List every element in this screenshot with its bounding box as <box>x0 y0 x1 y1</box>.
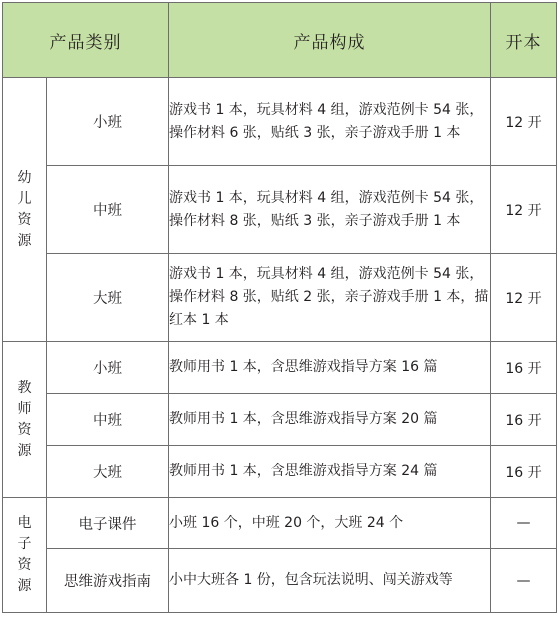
composition-cell: 游戏书 1 本，玩具材料 4 组，游戏范例卡 54 张，操作材料 6 张，贴纸 3 张，亲子游戏手册 1 本 <box>169 78 491 166</box>
sub-category-cell: 电子课件 <box>47 498 169 549</box>
table-row <box>3 446 557 498</box>
group-label: 电子资源 <box>17 515 32 594</box>
sub-category-cell: 大班 <box>47 446 169 498</box>
table-row <box>3 394 557 446</box>
format-cell: 12 开 <box>491 166 557 254</box>
group-cell-digital <box>3 498 47 613</box>
group-cell-child <box>3 78 47 342</box>
product-table <box>2 2 557 613</box>
table-row <box>3 342 557 394</box>
group-label: 教师资源 <box>17 379 32 459</box>
format-cell: 16 开 <box>491 394 557 446</box>
group-cell-teacher <box>3 342 47 498</box>
table-row <box>3 498 557 549</box>
composition-cell: 教师用书 1 本，含思维游戏指导方案 16 篇 <box>169 342 491 394</box>
format-cell: — <box>491 549 557 613</box>
header-category: 产品类别 <box>3 3 169 78</box>
sub-category-cell: 中班 <box>47 394 169 446</box>
table-row <box>3 549 557 613</box>
sub-category-cell: 思维游戏指南 <box>47 549 169 613</box>
composition-cell: 教师用书 1 本，含思维游戏指导方案 20 篇 <box>169 394 491 446</box>
sub-category-cell: 小班 <box>47 342 169 394</box>
composition-cell: 小中大班各 1 份，包含玩法说明、闯关游戏等 <box>169 549 491 613</box>
header-composition: 产品构成 <box>169 3 491 78</box>
format-cell: 16 开 <box>491 446 557 498</box>
format-cell: 12 开 <box>491 78 557 166</box>
composition-cell: 游戏书 1 本，玩具材料 4 组，游戏范例卡 54 张，操作材料 8 张，贴纸 2 张，亲子游戏手册 1 本，描红本 1 本 <box>169 254 491 342</box>
format-cell: — <box>491 498 557 549</box>
format-cell: 16 开 <box>491 342 557 394</box>
table-row <box>3 166 557 254</box>
sub-category-cell: 小班 <box>47 78 169 166</box>
sub-category-cell: 中班 <box>47 166 169 254</box>
table-row <box>3 254 557 342</box>
composition-cell: 游戏书 1 本，玩具材料 4 组，游戏范例卡 54 张，操作材料 8 张，贴纸 3 张，亲子游戏手册 1 本 <box>169 166 491 254</box>
header-row <box>3 3 557 78</box>
format-cell: 12 开 <box>491 254 557 342</box>
header-format: 开本 <box>491 3 557 78</box>
group-label: 幼儿资源 <box>17 169 32 249</box>
composition-cell: 教师用书 1 本，含思维游戏指导方案 24 篇 <box>169 446 491 498</box>
table-row <box>3 78 557 166</box>
sub-category-cell: 大班 <box>47 254 169 342</box>
composition-cell: 小班 16 个，中班 20 个，大班 24 个 <box>169 498 491 549</box>
